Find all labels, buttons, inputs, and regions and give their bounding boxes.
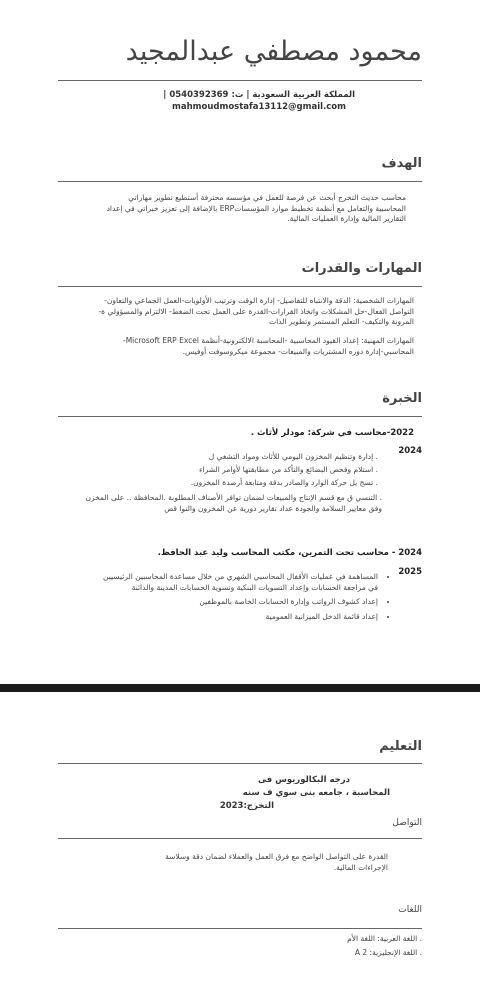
job1-bullet-3: . تسج يل حركة الوارد والصادر بدقة ومتابعة أرصدة المخزون. xyxy=(190,478,378,487)
job2-bullet-2: • إعداد كشوف الرواتب وإدارة الحسابات الخاصة بالموظفين xyxy=(98,597,378,608)
education-title: التعليم xyxy=(379,739,422,754)
languages-divider xyxy=(58,928,422,929)
communication-title: التواصل xyxy=(392,818,422,828)
experience-divider xyxy=(58,416,422,417)
languages-title: اللغات xyxy=(398,905,422,915)
education-divider xyxy=(58,763,422,764)
skill-item-professional: المهارات المهنية: إعداد القيود المحاسبية -المحاسبة الالكترونية-أنظمة Microsoft ERP Excel- المحاسبي-إدارة دوره المشتريات والمبيعات- مجموعة ميكروسوفت أوفيس. xyxy=(122,336,414,356)
skills-divider xyxy=(58,286,422,287)
candidate-name: محمود مصطفي عبدالمجيد xyxy=(125,36,422,67)
job1-bullet-1: . إدارة وتنظيم المخزون اليومي للأثاث ومواد التشغي ل xyxy=(208,452,378,461)
job-end-year-2: 2025 xyxy=(398,567,422,577)
skills-title: المهارات والقدرات xyxy=(301,261,422,276)
language-item-english: . اللغة الإنجليزية: A 2 xyxy=(354,948,422,957)
header-divider xyxy=(58,80,422,81)
education-degree: درجه البكالوريوس فى xyxy=(258,775,350,785)
page-break-bar xyxy=(0,684,480,692)
language-item-arabic: . اللغة العربية: اللغة الأم xyxy=(347,934,422,943)
education-graduation: التخرج:2023 xyxy=(219,801,274,811)
resume-page-2 xyxy=(0,692,480,983)
communication-divider xyxy=(58,838,422,839)
objective-text: محاسب حديث التخرج أبحث عن فرصة للعمل في مؤسسه محترفة أستطيع تطوير مهاراتي المحاسبية والتعامل مع أنظمة تخطيط موارد المؤسساتERP بالإضافة إلى تعزيز خبراتي في إعداد التقارير المالية وإدارة العمليات المالية. xyxy=(106,193,406,223)
skill-item-personal: المهارات الشخصية: الدقة والانتباه للتفاصيل- إدارة الوقت وترتيب الأولويات-العمل الجماعي والتعاون-التواصل الفعال-حل المشكلات واتخاذ القرارات-القدرة على العمل تحت الضغط- الالتزام والمسؤولي ة-المرونة والتكيف- التعلم المستمر وتطوير الذات xyxy=(98,296,414,326)
experience-title: الخبرة xyxy=(382,391,422,406)
job2-bullets xyxy=(98,572,388,622)
communication-text: القدرة على التواصل الواضح مع فرق العمل والعملاء لضمان دقة وسلاسة الإجراءات المالية. xyxy=(165,852,388,872)
job-end-year-1: 2024 xyxy=(398,446,422,456)
job2-bullet-3: • إعداد قائمة الدخل الميزانية العمومية xyxy=(98,612,378,623)
objective-divider xyxy=(58,181,422,182)
job-title-1: 2022-محاسب في شركة: مودلر لأثاث . xyxy=(250,428,414,438)
education-university: المحاسبة ، جامعه بنى سوي ف سنه xyxy=(242,788,390,798)
job-title-2: 2024 - محاسب تحت التمرين، مكتب المحاسب وليد عبد الحافظ. xyxy=(157,548,422,558)
objective-title: الهدف xyxy=(381,156,422,171)
job1-bullet-4: . التنسي ق مع قسم الإنتاج والمبيعات لضمان توافر الأصناف المطلوبة .المحافظة .. على المخزن وفق معايير السلامة والجودة عداد تقارير دورية عن المخزون والنوا قص xyxy=(85,493,382,513)
contact-line: المملكة العربية السعودية | ت: 0540392369 | xyxy=(163,90,355,100)
email-address[interactable]: mahmoudmostafa13112@gmail.com xyxy=(171,102,346,112)
job1-bullet-2: . استلام وفحص البضائع والتأكد من مطابقتها لأوامر الشراء xyxy=(198,465,378,474)
job2-bullet-1: • المساهمة في عمليات الأقفال المحاسبي الشهري من خلال مساعدة المحاسبين الرئيسيين في مراجعة الحسابات وإعداد التسويات البنكية وتسوية الحسابات المدينة والدائنة xyxy=(98,572,378,593)
